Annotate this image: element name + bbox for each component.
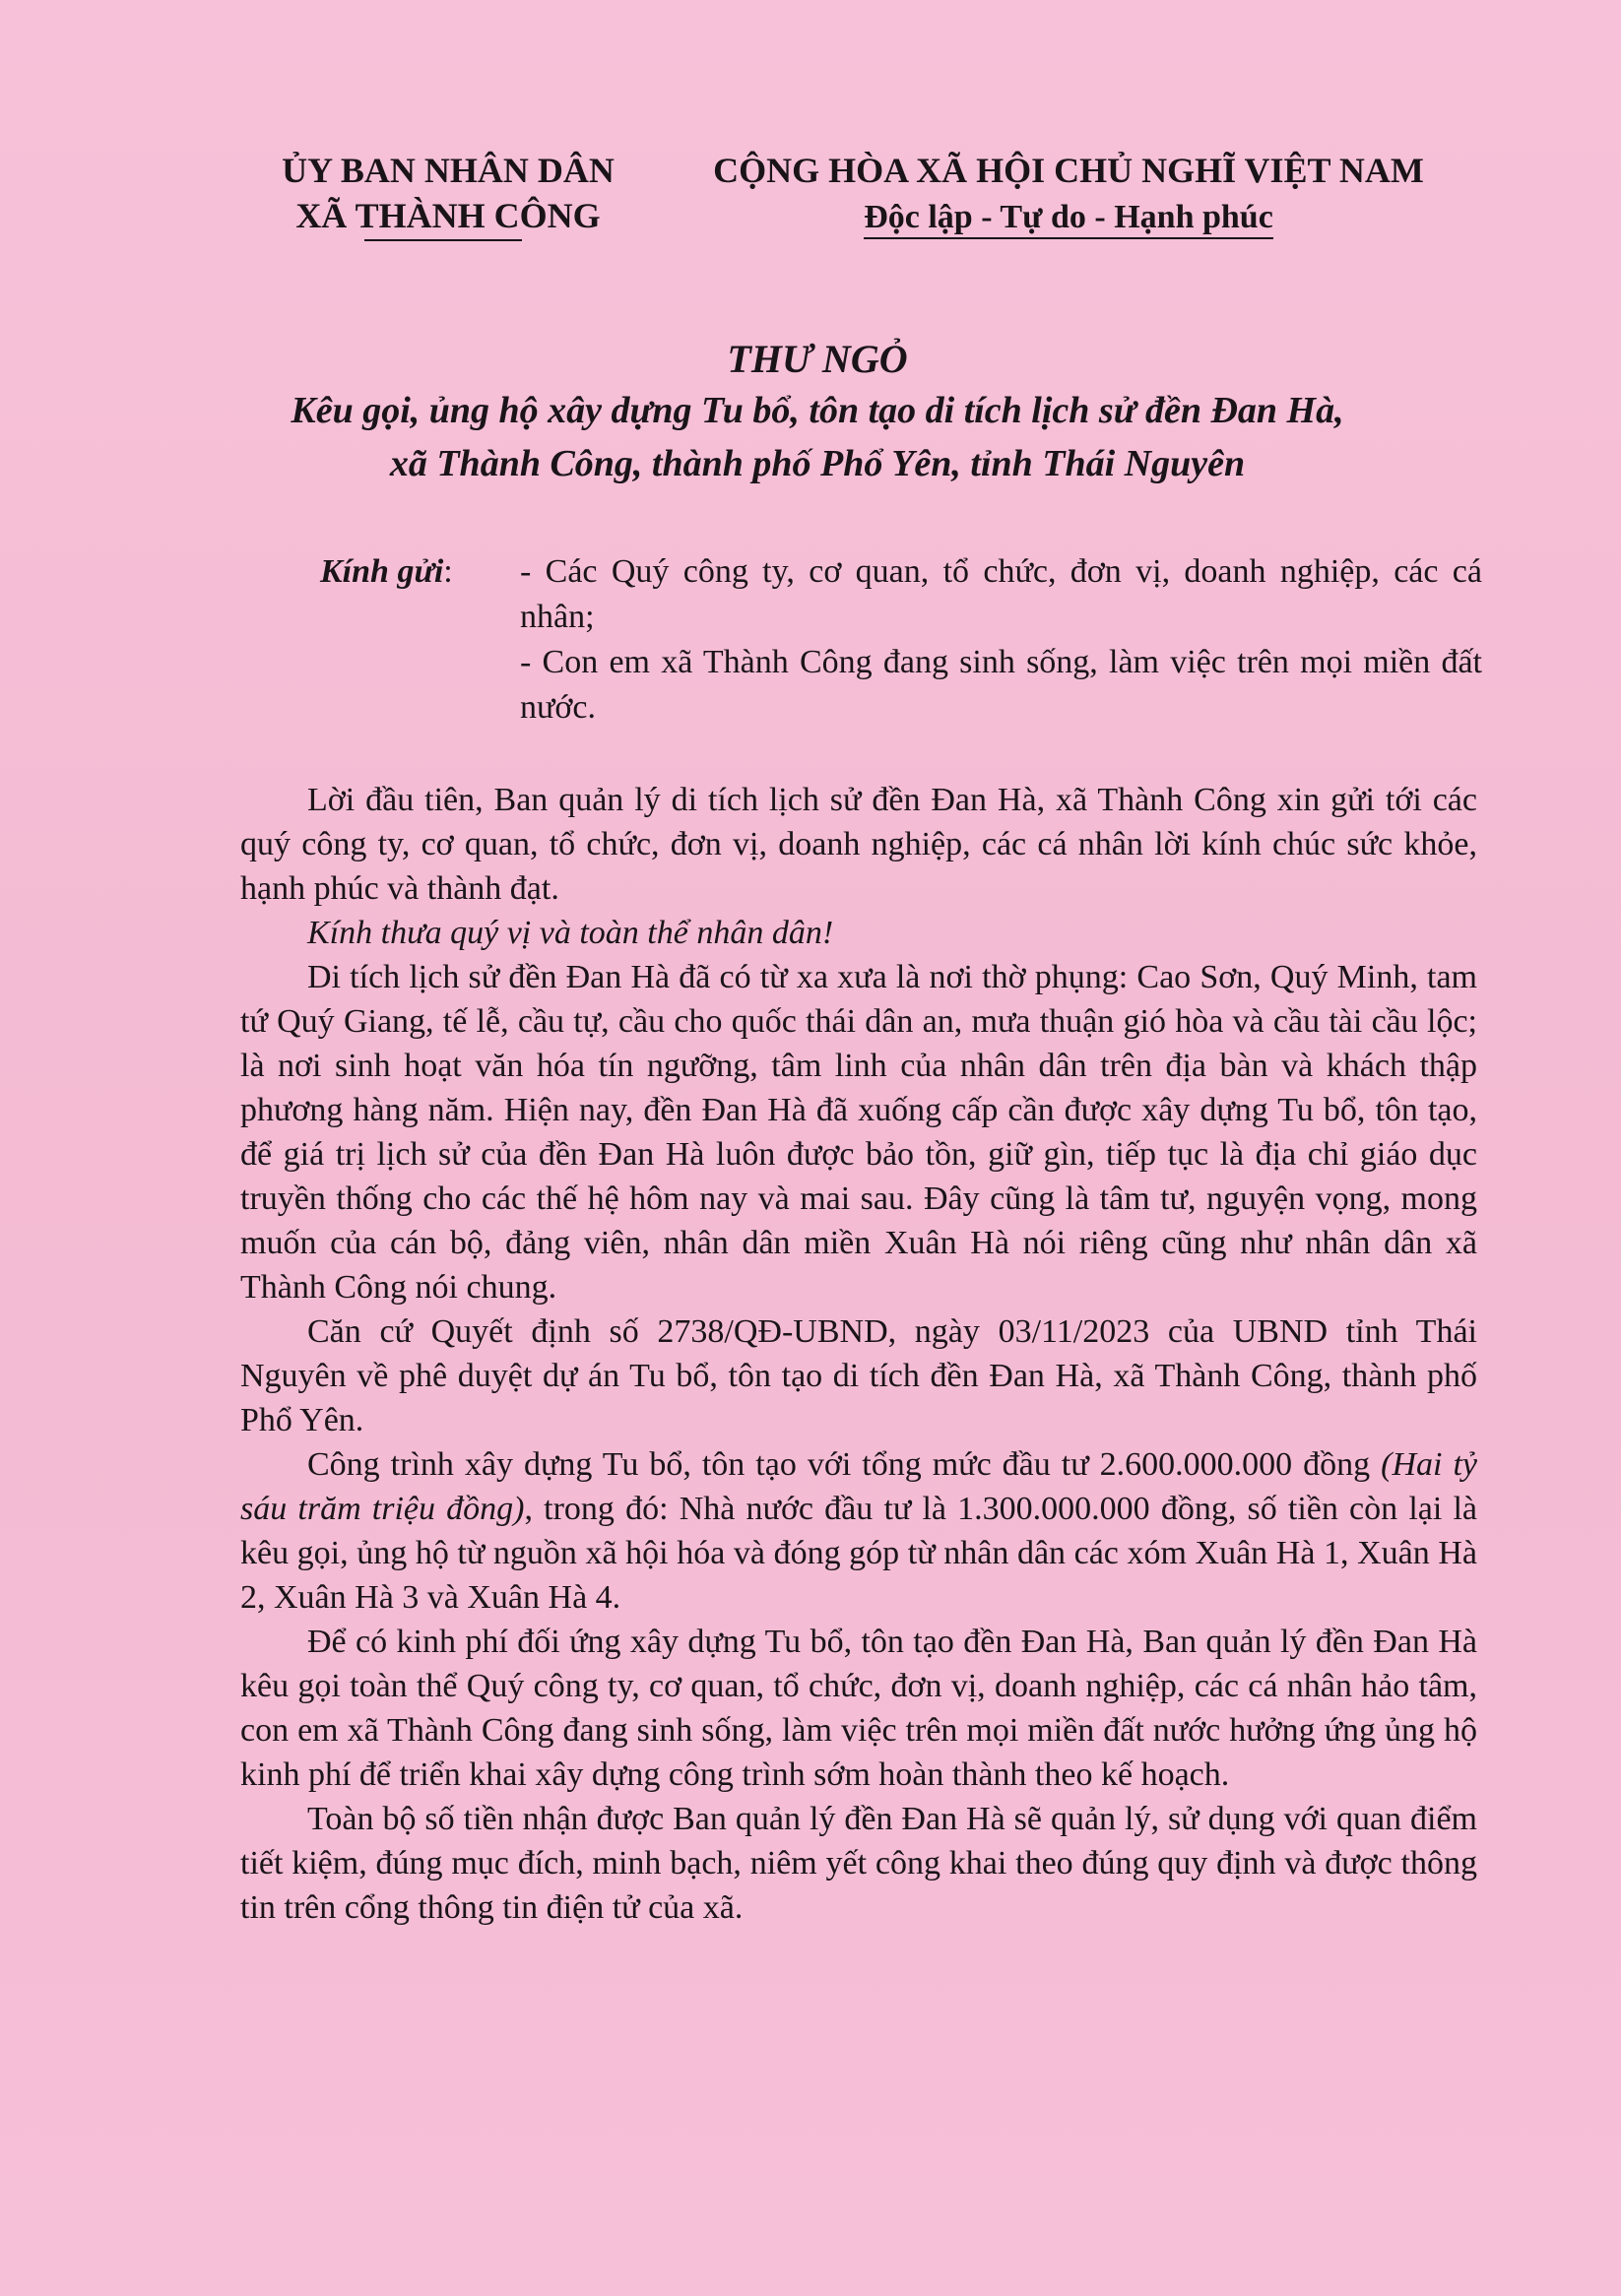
country-name: CỘNG HÒA XÃ HỘI CHỦ NGHĨ VIỆT NAM	[713, 151, 1424, 190]
authority-line-1: ỦY BAN NHÂN DÂN	[282, 151, 615, 190]
title-main: THƯ NGỎ	[727, 337, 908, 381]
paragraph-funding: Công trình xây dựng Tu bổ, tôn tạo với tổng mức đầu tư 2.600.000.000 đồng (Hai tỷ sáu trăm triệu đồng), trong đó: Nhà nước đầu tư là 1.300.000.000 đồng, số tiền còn lại là kêu gọi, ủng hộ từ nguồn xã hội hóa và đóng góp từ nhân dân các xóm Xuân Hà 1, Xuân Hà 2, Xuân Hà 3 và Xuân Hà 4.	[240, 1446, 1478, 1616]
paragraph-call-to-action: Để có kinh phí đối ứng xây dựng Tu bổ, tôn tạo đền Đan Hà, Ban quản lý đền Đan Hà kêu gọi toàn thể Quý công ty, cơ quan, tổ chức, đơn vị, doanh nghiệp, các cá nhân hảo tâm, con em xã Thành Công đang sinh sống, làm việc trên mọi miền đất nước hưởng ứng ủng hộ kinh phí để triển khai xây dựng công trình sớm hoàn thành theo kế hoạch.	[240, 1624, 1477, 1793]
paragraph-history: Di tích lịch sử đền Đan Hà đã có từ xa xưa là nơi thờ phụng: Cao Sơn, Quý Minh, tam tứ Quý Giang, tế lễ, cầu tự, cầu cho quốc thái dân an, mưa thuận gió hòa và cầu tài cầu lộc; là nơi sinh hoạt văn hóa tín ngưỡng, tâm linh của nhân dân trên địa bàn và khách thập phương hàng năm. Hiện nay, đền Đan Hà đã xuống cấp cần được xây dựng Tu bổ, tôn tạo, để giá trị lịch sử của đền Đan Hà luôn được bảo tồn, giữ gìn, tiếp tục là địa chỉ giáo dục truyền thống cho các thế hệ hôm nay và mai sau. Đây cũng là tâm tư, nguyện vọng, mong muốn của cán bộ, đảng viên, nhân dân miền Xuân Hà nói riêng cũng như nhân dân xã Thành Công nói chung.	[240, 959, 1477, 1306]
authority-underline	[364, 239, 522, 241]
paragraph-transparency: Toàn bộ số tiền nhận được Ban quản lý đền Đan Hà sẽ quản lý, sử dụng với quan điểm tiết kiệm, đúng mục đích, minh bạch, niêm yết công khai theo đúng quy định và được thông tin trên cổng thông tin điện tử của xã.	[240, 1801, 1477, 1926]
salutation: Kính thưa quý vị và toàn thể nhân dân!	[307, 915, 834, 951]
title-sub-line-2: xã Thành Công, thành phố Phổ Yên, tỉnh Thái Nguyên	[389, 443, 1246, 484]
paragraph-legal-basis: Căn cứ Quyết định số 2738/QĐ-UBND, ngày 03/11/2023 của UBND tỉnh Thái Nguyên về phê duyệt dự án Tu bổ, tôn tạo di tích đền Đan Hà, xã Thành Công, thành phố Phổ Yên.	[240, 1313, 1477, 1438]
recipient-item: - Các Quý công ty, cơ quan, tổ chức, đơn vị, doanh nghiệp, các cá nhân;	[520, 553, 1482, 635]
recipients-label: Kính gửi:	[320, 553, 453, 590]
issuing-authority	[236, 148, 660, 238]
recipients-list	[520, 549, 1482, 731]
document-title	[197, 335, 1438, 490]
national-motto: Độc lập - Tự do - Hạnh phúc	[864, 198, 1273, 239]
national-header	[660, 148, 1477, 239]
recipients-block	[320, 549, 1482, 731]
letter-body	[240, 778, 1477, 1930]
recipient-item: - Con em xã Thành Công đang sinh sống, làm việc trên mọi miền đất nước.	[520, 644, 1482, 726]
paragraph-greeting-wishes: Lời đầu tiên, Ban quản lý di tích lịch sử đền Đan Hà, xã Thành Công xin gửi tới các quý công ty, cơ quan, tổ chức, đơn vị, doanh nghiệp, các cá nhân lời kính chúc sức khỏe, hạnh phúc và thành đạt.	[240, 782, 1477, 907]
authority-line-2: XÃ THÀNH CÔNG	[295, 196, 601, 235]
title-sub-line-1: Kêu gọi, ủng hộ xây dựng Tu bổ, tôn tạo di tích lịch sử đền Đan Hà,	[291, 390, 1344, 431]
